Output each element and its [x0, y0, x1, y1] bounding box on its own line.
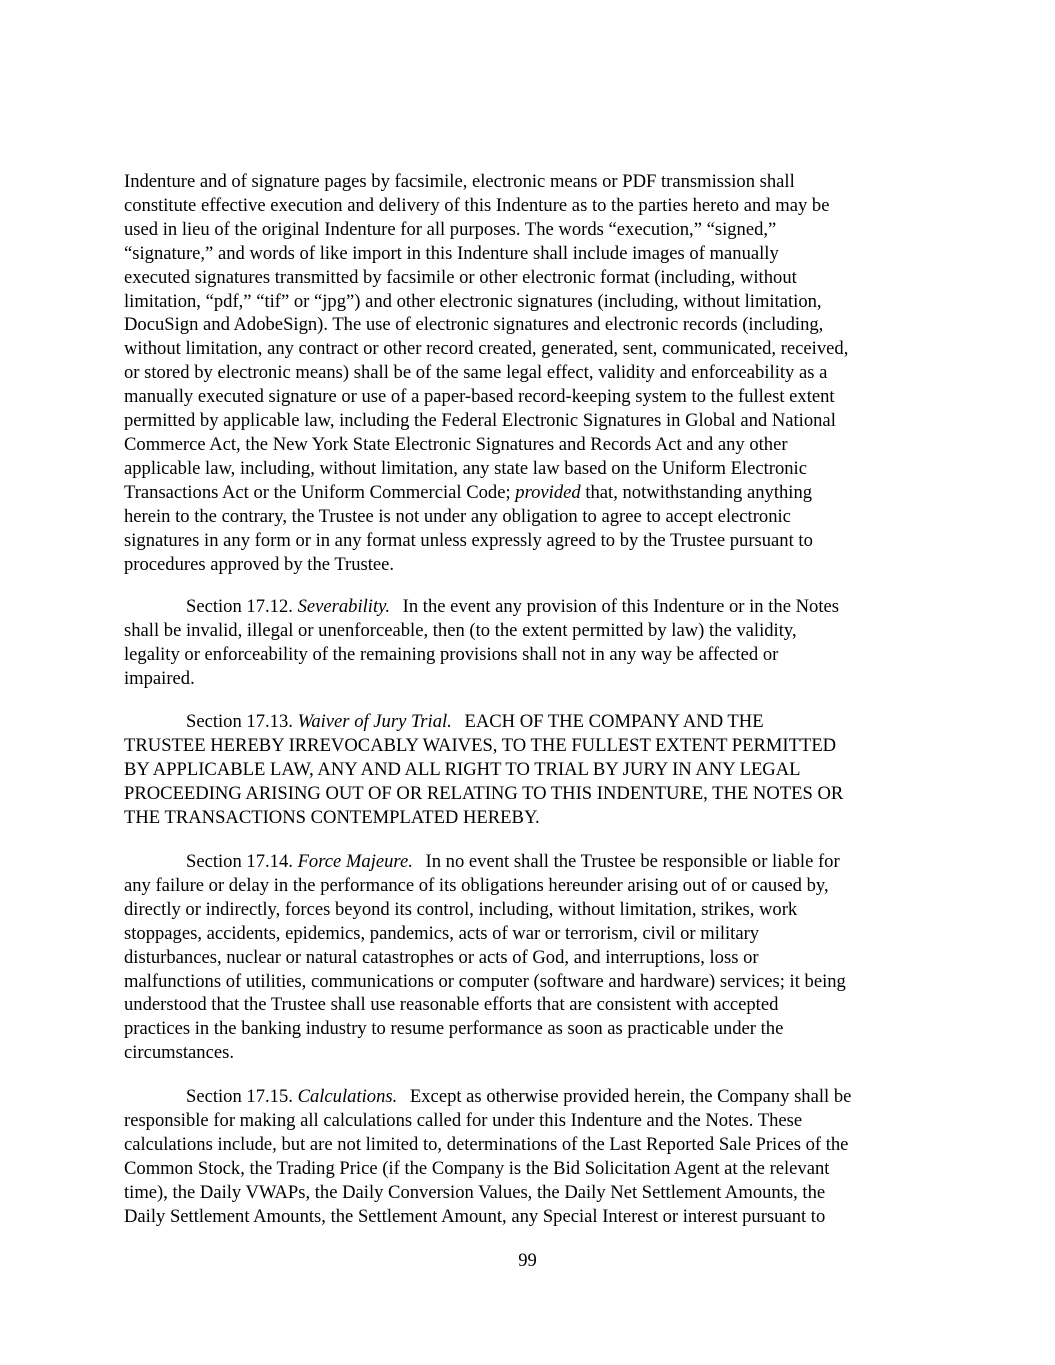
section-title: Calculations. [297, 1086, 398, 1107]
emphasis-provided: provided [515, 481, 581, 503]
page-number: 99 [518, 1250, 537, 1271]
section-number: Section 17.14. [186, 851, 293, 872]
section-title: Force Majeure. [297, 851, 413, 872]
section-17-15 [124, 1085, 936, 1228]
section-title: Severability. [297, 596, 390, 617]
section-17-12 [124, 595, 936, 691]
section-body: In the event any provision of this Indenture or in the Notes shall be invalid, illegal or unenforceable, then (to the extent permitted by law) the validity, legality or enforceability of the remaining provisions shall not in any way be affected or impaired. [124, 596, 839, 689]
section-17-14 [124, 850, 936, 1065]
section-number: Section 17.12. [186, 596, 293, 617]
paragraph-text: Indenture and of signature pages by facsimile, electronic means or PDF transmission shall constitute effective execution and delivery of this Indenture as to the parties hereto and may be used in lieu of the original Indenture for all purposes. The words “execution,” “signed,” “signature,” and words of like import in this Indenture shall include images of manually executed signatures transmitted by facsimile or other electronic format (including, without limitation, “pdf,” “tif” or “jpg”) and other electronic signatures (including, without limitation, DocuSign and AdobeSign). The use of electronic signatures and electronic records (including, without limitation, any contract or other record created, generated, sent, communicated, received, or stored by electronic means) shall be of the same legal effect, validity and enforceability as a manually executed signature or use of a paper-based record-keeping system to the fullest extent permitted by applicable law, including the Federal Electronic Signatures in Global and National Commerce Act, the New York State Electronic Signatures and Records Act and any other applicable law, including, without limitation, any state law based on the Uniform Electronic Transactions Act or the Uniform Commercial Code; [124, 171, 849, 503]
continuation-paragraph [124, 170, 936, 576]
section-body: In no event shall the Trustee be responsible or liable for any failure or delay in the performance of its obligations hereunder arising out of or caused by, directly or indirectly, forces beyond its control, including, without limitation, strikes, work stoppages, accidents, epidemics, pandemics, acts of war or terrorism, civil or military disturbances, nuclear or natural catastrophes or acts of God, and interruptions, loss or malfunctions of utilities, communications or computer (software and hardware) services; it being understood that the Trustee shall use reasonable efforts that are consistent with accepted practices in the banking industry to resume performance as soon as practicable under the circumstances. [124, 851, 846, 1064]
paragraph-text-continued: that, notwithstanding anything herein to the contrary, the Trustee is not under any obligation to agree to accept electronic signatures in any form or in any format unless expressly agreed to by the Trustee pursuant to procedures approved by the Trustee. [124, 481, 813, 575]
section-title: Waiver of Jury Trial. [297, 711, 452, 732]
section-number: Section 17.15. [186, 1086, 293, 1107]
section-17-13 [124, 710, 936, 830]
section-number: Section 17.13. [186, 711, 293, 732]
section-body: Except as otherwise provided herein, the Company shall be responsible for making all calculations called for under this Indenture and the Notes. These calculations include, but are not limited to, determinations of the Last Reported Sale Prices of the Common Stock, the Trading Price (if the Company is the Bid Solicitation Agent at the relevant time), the Daily VWAPs, the Daily Conversion Values, the Daily Net Settlement Amounts, the Daily Settlement Amounts, the Settlement Amount, any Special Interest or interest pursuant to [124, 1086, 852, 1227]
section-body: EACH OF THE COMPANY AND THE TRUSTEE HEREBY IRREVOCABLY WAIVES, TO THE FULLEST EXTENT PERMITTED BY APPLICABLE LAW, ANY AND ALL RIGHT TO TRIAL BY JURY IN ANY LEGAL PROCEEDING ARISING OUT OF OR RELATING TO THIS INDENTURE, THE NOTES OR THE TRANSACTIONS CONTEMPLATED HEREBY. [124, 711, 844, 828]
